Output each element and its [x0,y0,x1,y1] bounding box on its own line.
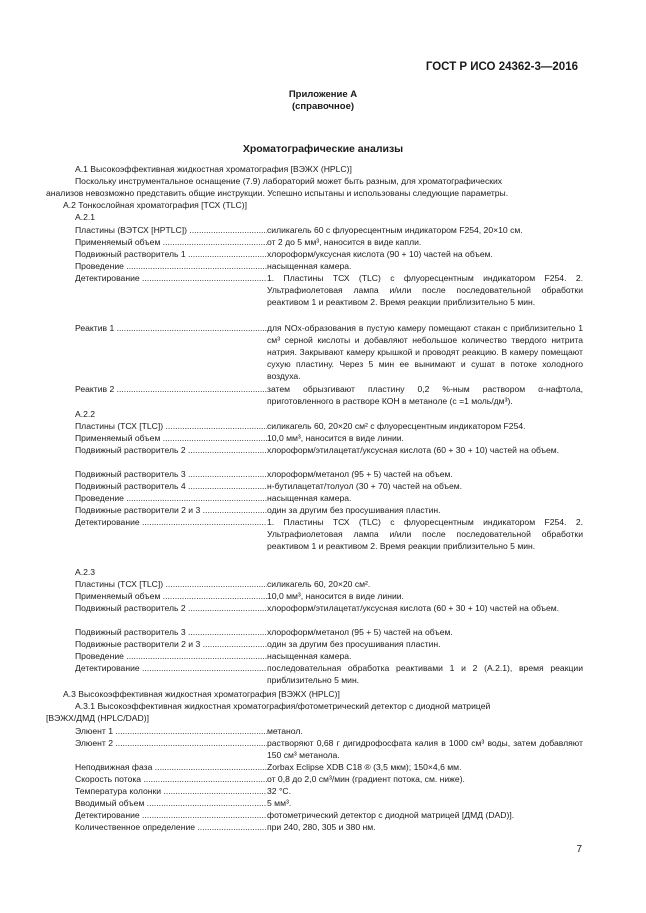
a23-plates-label: Пластины (ТСХ [TLC]) ..... [75,578,267,590]
a22-solvent3-value: хлороформ/метанол (95 + 5) частей на объем. [267,469,453,479]
section-title: Хроматографические анализы [242,143,404,155]
a31-quantification-value: при 240, 280, 305 и 380 нм. [267,822,376,832]
a22-volume-value: 10,0 мм³, наносится в виде линии. [267,433,404,443]
a31-temperature-value: 32 °С. [267,786,291,796]
a22-plates-value: силикагель 60, 20×20 см² с флуоресцентным индикатором F254. [267,421,526,431]
a22-procedure-label: Проведение ..... [75,492,267,504]
document-id: ГОСТ Р ИСО 24362-3—2016 [425,61,578,73]
a23-solvent2-value: хлороформ/этилацетат/уксусная кислота (60 + 30 + 10) частей на объем. [267,603,560,613]
a23-heading: А.2.3 [75,567,96,577]
a21-plates-value: силикагель 60 с флуоресцентным индикатором F254, 20×10 см. [267,225,523,235]
a23-detection-label: Детектирование ..... [75,662,267,674]
a23-detection-value: последовательная обработка реактивами 1 и 2 (А.2.1), время реакции приблизительно 5 мин. [267,663,583,685]
a22-solvents-label: Подвижные растворители 2 и 3 ..... [75,504,267,516]
a31-eluent2-label: Элюент 2 ..... [75,737,267,749]
a22-solvents-value: один за другим без просушивания пластин. [267,505,441,515]
a31-heading-line1: А.3.1 Высокоэффективная жидкостная хроматография/фотометрический детектор с диодной матрицей [75,701,491,711]
a21-procedure-label: Проведение ..... [75,260,267,272]
a3-heading: А.3 Высокоэффективная жидкостная хроматография [ВЭЖХ (HPLC)] [63,689,340,699]
a21-solvent1-value: хлороформ/уксусная кислота (90 + 10) частей на объем. [267,249,493,259]
a22-heading: А.2.2 [75,409,96,419]
a31-flow-label: Скорость потока ..... [75,773,267,785]
a2-heading: А.2 Тонкослойная хроматография [ТСХ (TLC)] [63,200,247,210]
a21-detection-label: Детектирование ..... [75,272,267,284]
a23-solvents-value: один за другим без просушивания пластин. [267,639,441,649]
a23-solvent2-label: Подвижный растворитель 2 ..... [75,602,267,614]
a22-solvent4-value: н-бутилацетат/толуол (30 + 70) частей на объем. [267,481,463,491]
a21-reagent2-label: Реактив 2 ..... [75,383,267,395]
a23-solvent3-label: Подвижный растворитель 3 ..... [75,626,267,638]
a31-detection-value: фотометрический детектор с диодной матрицей [ДМД (DAD)]. [267,810,515,820]
a23-volume-label: Применяемый объем ..... [75,590,267,602]
a22-solvent4-label: Подвижный растворитель 4 ..... [75,480,267,492]
a22-procedure-value: насыщенная камера. [267,493,352,503]
a31-eluent1-label: Элюент 1 ..... [75,725,267,737]
a31-eluent1-value: метанол. [267,726,303,736]
a22-solvent3-label: Подвижный растворитель 3 ..... [75,468,267,480]
a31-stationary-label: Неподвижная фаза ..... [75,761,267,773]
a31-detection-label: Детектирование ..... [75,809,267,821]
a22-detection-label: Детектирование ..... [75,516,267,528]
a1-text-line1: Поскольку инструментальное оснащение (7.9) лабораторий может быть разным, для хроматографических [75,176,503,186]
a21-volume-label: Применяемый объем ..... [75,236,267,248]
a21-volume-value: от 2 до 5 мм³, наносится в виде капли. [267,237,422,247]
a22-plates-label: Пластины (ТСХ [TLC]) ..... [75,420,267,432]
a31-injection-value: 5 мм³. [267,798,292,808]
a21-heading: А.2.1 [75,212,96,222]
a23-solvent3-value: хлороформ/метанол (95 + 5) частей на объем. [267,627,453,637]
a22-solvent2-label: Подвижный растворитель 2 ..... [75,444,267,456]
a23-procedure-value: насыщенная камера. [267,651,352,661]
a23-volume-value: 10,0 мм³, наносится в виде линии. [267,591,404,601]
a23-plates-value: силикагель 60, 20×20 см². [267,579,371,589]
a21-reagent1-label: Реактив 1 ..... [75,322,267,334]
page-number: 7 [576,844,582,855]
a21-procedure-value: насыщенная камера. [267,261,352,271]
appendix-title: Приложение А [288,89,358,100]
a31-eluent2-value: растворяют 0,68 г дигидрофосфата калия в 1000 см³ воды, затем добавляют 150 см³ метанола. [267,738,583,760]
a31-quantification-label: Количественное определение ..... [75,821,267,833]
a22-volume-label: Применяемый объем ..... [75,432,267,444]
a31-temperature-label: Температура колонки ..... [75,785,267,797]
a1-heading: А.1 Высокоэффективная жидкостная хроматография [ВЭЖХ (HPLC)] [75,164,352,174]
a22-detection-value: 1. Пластины ТСХ (TLC) с флуоресцентным индикатором F254. 2. Ультрафиолетовая лампа и/или после последовательной обработки реактивом 1 и реактивом 2. Время реакции приблизительно 5 мин. [267,517,583,551]
a31-stationary-value: Zorbax Eclipse XDB C18 ® (3,5 мкм); 150×4,6 мм. [267,762,462,772]
a22-solvent2-value: хлороформ/этилацетат/уксусная кислота (60 + 30 + 10) частей на объем. [267,445,560,455]
a23-procedure-label: Проведение ..... [75,650,267,662]
appendix-subtitle: (справочное) [291,101,355,112]
a23-solvents-label: Подвижные растворители 2 и 3 ..... [75,638,267,650]
a21-detection-value: 1. Пластины ТСХ (TLC) с флуоресцентным индикатором F254. 2. Ультрафиолетовая лампа и/или после последовательной обработки реактивом 1 и реактивом 2. Время реакции приблизительно 5 мин. [267,273,583,307]
a31-heading-line2: [ВЭЖХ/ДМД (HPLC/DAD)] [46,713,149,723]
a1-text-line2: анализов невозможно представить общие инструкции. Успешно испытаны и использованы следующие параметры. [46,188,509,198]
a31-injection-label: Вводимый объем ..... [75,797,267,809]
a31-flow-value: от 0,8 до 2,0 см³/мин (градиент потока, см. ниже). [267,774,465,784]
a21-reagent1-value: для NOx-образования в пустую камеру помещают стакан с приблизительно 1 см³ серной кислоты и добавляют небольшое количество твердого нитрита натрия. Закрывают камеру крышкой и проводят реакцию. В камеру помещают сухую пластину. Через 5 мин ее вынимают и сушат в потоке холодного воздуха. [267,323,583,381]
a21-reagent2-value: затем обрызгивают пластину 0,2 %-ным раствором α-нафтола, приготовленного в растворе КОН в метаноле (с =1 моль/дм³). [267,384,583,406]
a21-solvent1-label: Подвижный растворитель 1 ..... [75,248,267,260]
a21-plates-label: Пластины (ВЭТСХ [HPTLC]) ..... [75,224,267,236]
